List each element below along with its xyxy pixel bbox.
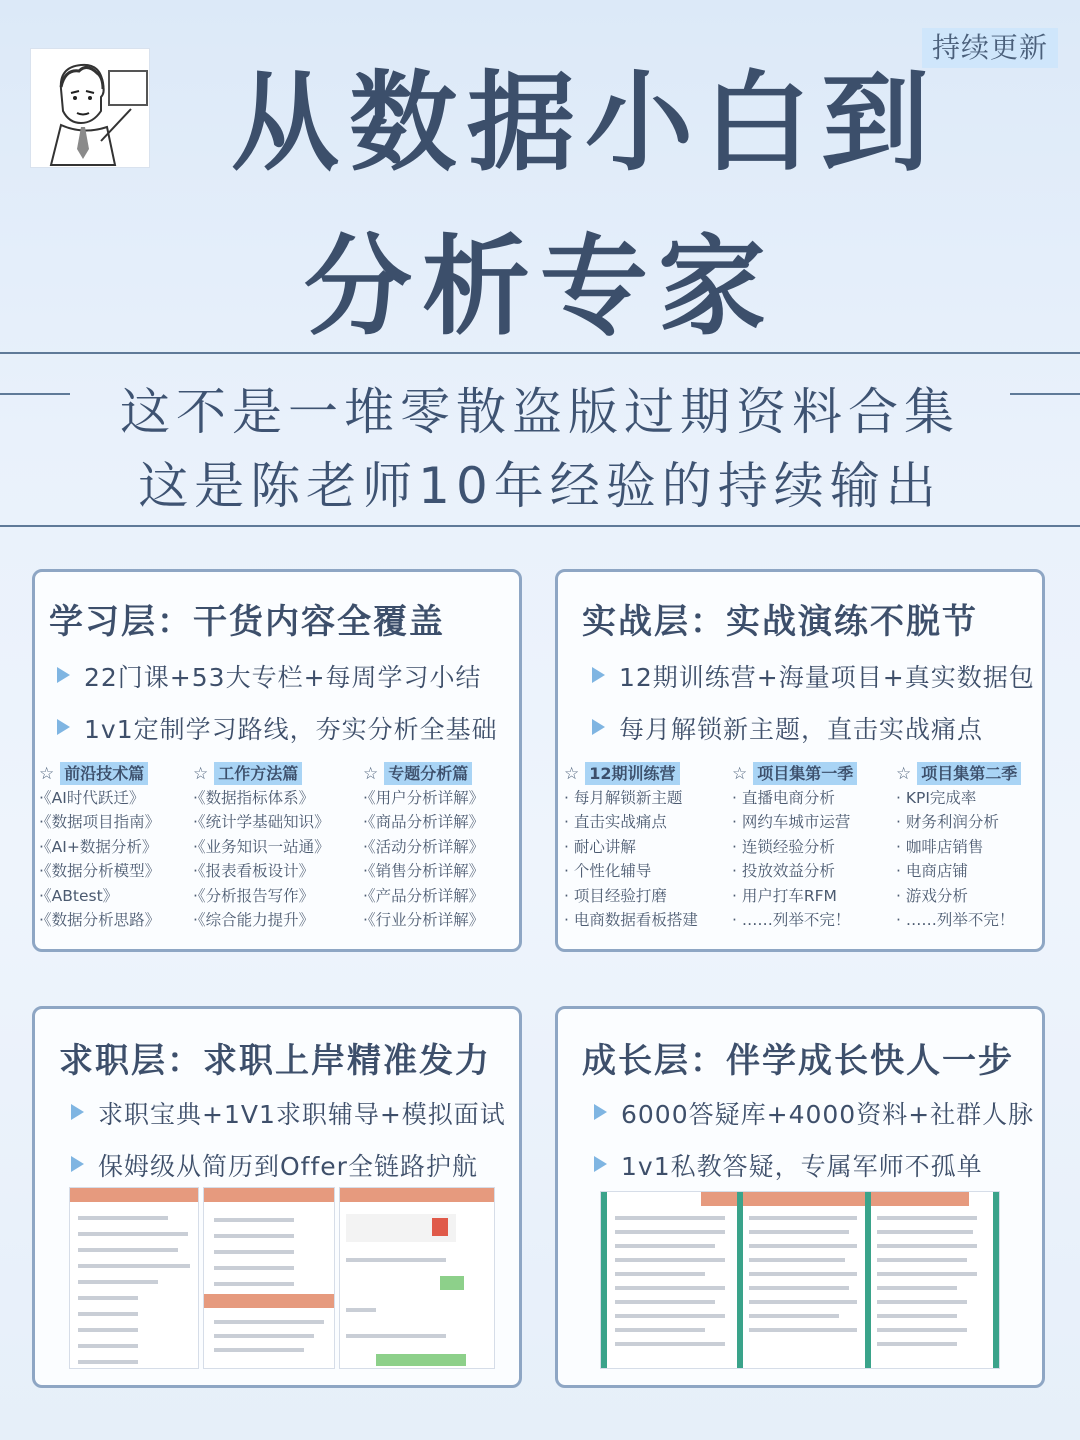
list-item: · 游戏分析 — [896, 886, 968, 905]
list-item: ·《数据分析模型》 — [39, 862, 161, 881]
card-bullet — [71, 1095, 506, 1131]
divider-top — [0, 352, 1080, 354]
card-bullet — [71, 1147, 478, 1183]
card-bullet — [594, 1095, 1034, 1131]
chat-bubble — [376, 1354, 466, 1366]
list-item: · 直播电商分析 — [732, 789, 835, 807]
screenshot-header-bar — [340, 1188, 494, 1202]
list-item: ·《AI+数据分析》 — [39, 837, 158, 856]
card-learning-layer — [32, 569, 522, 952]
list-item: ·《商品分析详解》 — [363, 813, 485, 832]
star-outline-icon: ☆ — [363, 764, 379, 784]
topic-column — [39, 762, 160, 932]
list-item: · 电商数据看板搭建 — [564, 910, 698, 929]
list-item: · KPI完成率 — [896, 789, 977, 807]
card-bullet — [594, 1147, 983, 1183]
job-guide-screenshot — [69, 1187, 199, 1369]
list-item: · ……列举不完！ — [732, 910, 851, 929]
column-tag: 前沿技术篇 — [60, 762, 148, 785]
column-tag: 项目集第一季 — [753, 762, 857, 785]
list-item: · 连锁经验分析 — [732, 837, 835, 856]
list-item: · 项目经验打磨 — [564, 886, 667, 905]
column-header — [39, 762, 160, 786]
card-bullet — [592, 658, 1035, 694]
bullet-text: 6000答疑库+4000资料+社群人脉 — [621, 1100, 1035, 1129]
list-item: ·《业务知识一站通》 — [193, 837, 330, 856]
column-tag: 项目集第二季 — [917, 762, 1021, 785]
list-item: ·《ABtest》 — [39, 886, 119, 905]
card-bullet — [57, 710, 498, 746]
list-item: ·《销售分析详解》 — [363, 862, 485, 881]
column-tag: 专题分析篇 — [384, 762, 472, 785]
list-item: ·《统计学基础知识》 — [193, 813, 330, 832]
card-title: 求职层：求职上岸精准发力 — [59, 1041, 491, 1081]
star-outline-icon: ☆ — [193, 764, 209, 784]
triangle-bullet-icon — [592, 667, 605, 683]
column-header — [732, 762, 857, 786]
list-item: · 投放效益分析 — [732, 862, 835, 881]
triangle-bullet-icon — [57, 667, 70, 683]
page-title-line2: 分析专家 — [303, 225, 776, 350]
card-title: 学习层：干货内容全覆盖 — [49, 602, 445, 642]
triangle-bullet-icon — [594, 1104, 607, 1120]
continuous-update-badge: 持续更新 — [922, 28, 1058, 68]
triangle-bullet-icon — [71, 1104, 84, 1120]
triangle-bullet-icon — [592, 719, 605, 735]
column-tag: 工作方法篇 — [214, 762, 302, 785]
list-item: · 个性化辅导 — [564, 862, 652, 881]
divider-bottom — [0, 525, 1080, 527]
star-outline-icon: ☆ — [564, 764, 580, 784]
interview-list-screenshot — [203, 1187, 335, 1369]
list-item: · ……列举不完！ — [896, 910, 1015, 929]
bullet-text: 12期训练营+海量项目+真实数据包 — [619, 663, 1035, 692]
list-item: ·《分析报告写作》 — [193, 886, 315, 905]
list-item: · 每月解锁新主题 — [564, 789, 683, 807]
bullet-text: 求职宝典+1V1求职辅导+模拟面试 — [98, 1100, 506, 1129]
list-item: · 咖啡店销售 — [896, 837, 984, 856]
pdf-icon — [432, 1218, 448, 1236]
star-outline-icon: ☆ — [732, 764, 748, 784]
triangle-bullet-icon — [71, 1156, 84, 1172]
topic-column — [564, 762, 698, 932]
card-growth-layer — [555, 1006, 1045, 1388]
list-item: · 网约车城市运营 — [732, 813, 851, 832]
topic-column — [363, 762, 484, 932]
column-header — [363, 762, 484, 786]
card-bullet — [592, 710, 983, 746]
bullet-text: 22门课+53大专栏+每周学习小结 — [84, 663, 482, 692]
star-outline-icon: ☆ — [896, 764, 912, 784]
list-item: ·《综合能力提升》 — [193, 910, 315, 929]
list-item: ·《用户分析详解》 — [363, 789, 485, 807]
list-item: ·《AI时代跃迁》 — [39, 789, 145, 807]
screenshot-header-bar — [70, 1188, 198, 1202]
chat-bubble — [440, 1276, 464, 1290]
list-item: · 用户打车RFM — [732, 886, 837, 905]
card-practice-layer — [555, 569, 1045, 952]
column-header — [564, 762, 698, 786]
list-item: ·《行业分析详解》 — [363, 910, 485, 929]
bullet-text: 每月解锁新主题，直击实战痛点 — [619, 715, 984, 744]
topic-column — [896, 762, 1021, 932]
topic-column — [732, 762, 857, 932]
qa-library-screenshot — [600, 1191, 1000, 1369]
list-item: ·《数据项目指南》 — [39, 813, 161, 832]
card-bullet — [57, 658, 482, 694]
card-job-layer — [32, 1006, 522, 1388]
bullet-text: 1v1私教答疑，专属军师不孤单 — [621, 1152, 983, 1181]
list-item: · 电商店铺 — [896, 862, 968, 881]
list-item: · 财务利润分析 — [896, 813, 999, 832]
chat-screenshot — [339, 1187, 495, 1369]
page-title-line1: 从数据小白到 — [230, 61, 939, 186]
list-item: ·《数据指标体系》 — [193, 789, 315, 807]
triangle-bullet-icon — [594, 1156, 607, 1172]
subtitle-line2: 这是陈老师10年经验的持续输出 — [138, 457, 942, 515]
bullet-text: 1v1定制学习路线，夯实分析全基础 — [84, 715, 498, 744]
triangle-bullet-icon — [57, 719, 70, 735]
bullet-text: 保姆级从简历到Offer全链路护航 — [98, 1152, 478, 1181]
column-tag: 12期训练营 — [585, 762, 679, 785]
list-item: ·《数据分析思路》 — [39, 910, 161, 929]
list-item: · 直击实战痛点 — [564, 813, 667, 832]
list-item: · 耐心讲解 — [564, 837, 636, 856]
topic-column — [193, 762, 330, 932]
subtitle-line1: 这不是一堆零散盗版过期资料合集 — [120, 383, 960, 441]
list-item: ·《产品分析详解》 — [363, 886, 485, 905]
screenshot-section-bar — [204, 1294, 334, 1308]
card-title: 实战层：实战演练不脱节 — [582, 602, 978, 642]
screenshot-header-bar — [204, 1188, 334, 1202]
card-title: 成长层：伴学成长快人一步 — [582, 1041, 1014, 1081]
list-item: ·《报表看板设计》 — [193, 862, 315, 881]
list-item: ·《活动分析详解》 — [363, 837, 485, 856]
column-header — [193, 762, 330, 786]
column-header — [896, 762, 1021, 786]
star-outline-icon: ☆ — [39, 764, 55, 784]
